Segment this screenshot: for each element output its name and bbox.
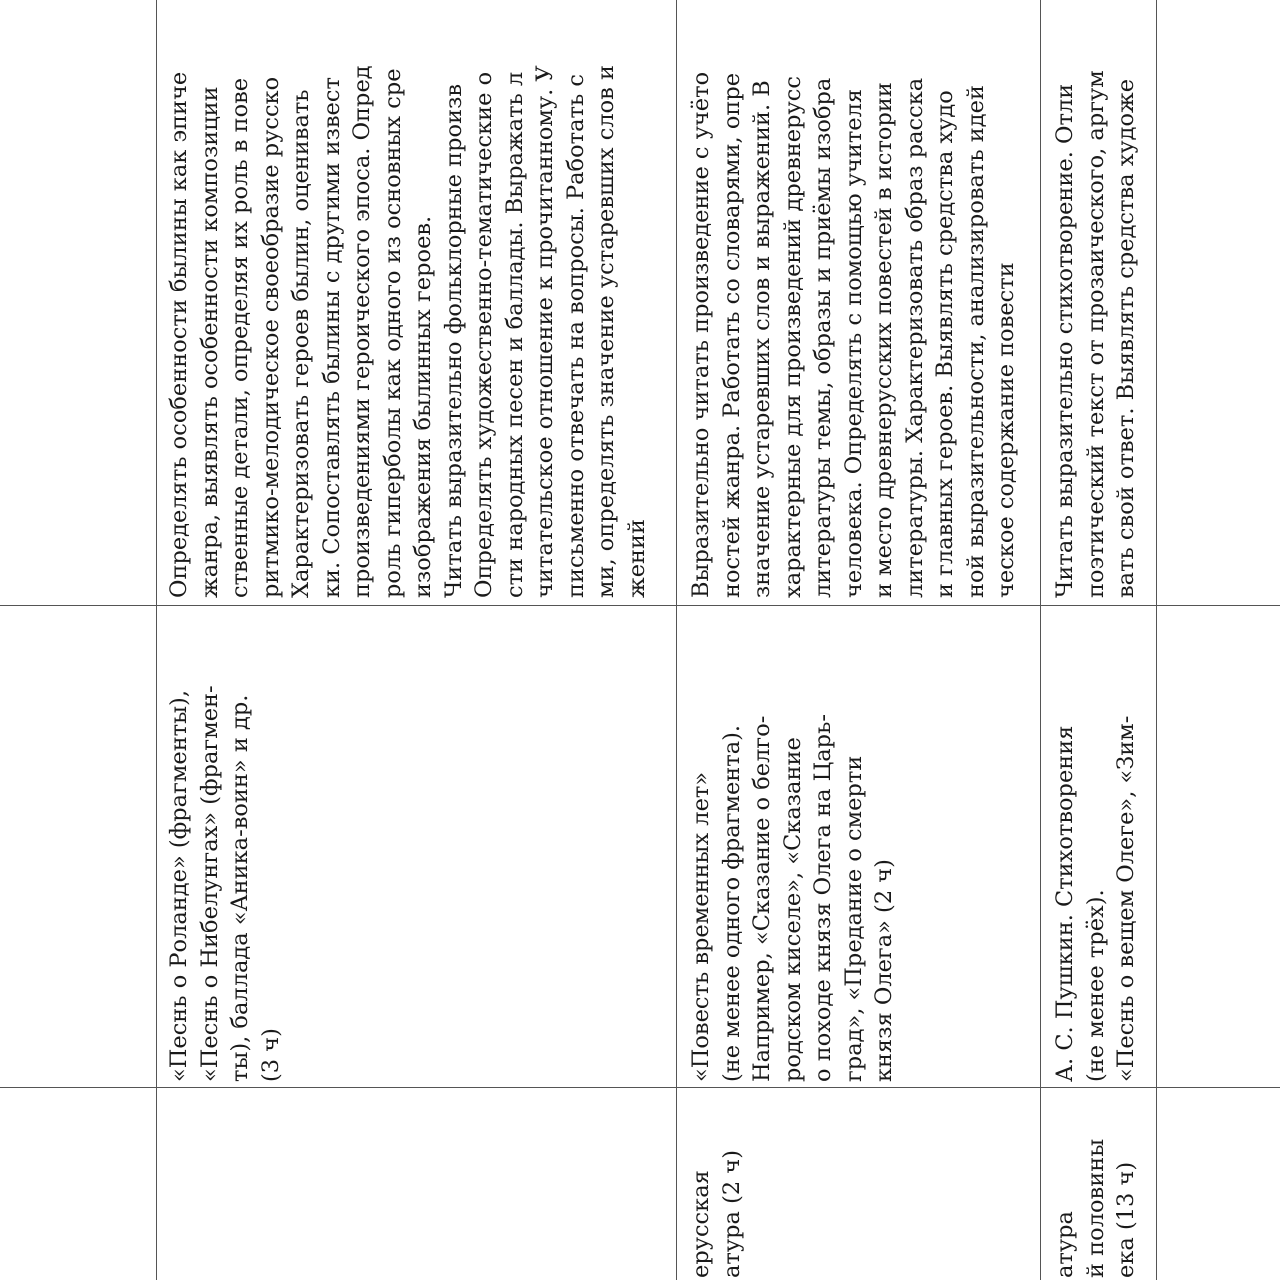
table-border-right — [1156, 0, 1157, 1280]
text-line: ми, определять значение устаревших слов и — [593, 64, 619, 598]
text-line: А. С. Пушкин. Стихотворения — [1052, 725, 1078, 1082]
text-line: и главных героев. Выявлять средства худо — [932, 90, 958, 598]
text-line: (не менее трёх). — [1082, 889, 1109, 1082]
text-line: атура (2 ч) — [718, 1150, 745, 1278]
row2-works-cell — [686, 714, 900, 1082]
row-separator-2 — [1040, 0, 1041, 1280]
text-line: «Песнь о вещем Олеге», «Зим- — [1113, 715, 1139, 1082]
text-line: ки. Сопоставлять былины с другими извест — [318, 77, 345, 598]
text-line: (не менее одного фрагмента). — [718, 724, 745, 1082]
text-line: ека (13 ч) — [1113, 1161, 1139, 1278]
text-line: Определять особенности былины как эпиче — [166, 71, 192, 598]
text-line: ерусская — [688, 1170, 714, 1278]
text-line: град», «Предание о смерти — [840, 755, 867, 1082]
text-line: Читать выразительно фольклорные произв — [440, 83, 467, 598]
text-line: ностей жанра. Работать со словарями, опре — [718, 72, 745, 598]
text-line: о походе князя Олега на Царь- — [810, 714, 836, 1082]
text-line: произведениями героического эпоса. Опред — [349, 65, 375, 598]
text-line: жанра, выявлять особенности композиции — [196, 86, 223, 598]
text-line: письменно отвечать на вопросы. Работать с — [562, 74, 589, 598]
text-line: ственные детали, определяя их роль в пове — [227, 77, 253, 598]
row3-activities-cell — [1050, 70, 1142, 598]
row-separator-1 — [676, 0, 677, 1280]
text-line: Определять художественно-тематические о — [471, 71, 497, 598]
text-line: литературы. Характеризовать образ расска — [901, 77, 928, 598]
text-line: (3 ч) — [257, 1028, 284, 1082]
text-line: человека. Определять с помощью учителя — [840, 88, 867, 598]
text-line: жений — [623, 518, 650, 598]
text-line: Читать выразительно стихотворение. Отли — [1052, 83, 1078, 598]
text-line: ты), баллада «Аника-воин» и др. — [227, 694, 253, 1082]
text-line: характерные для произведений древнерусс — [779, 76, 806, 598]
text-line: атура — [1052, 1211, 1078, 1278]
text-line: «Повесть временных лет» — [688, 771, 714, 1082]
text-line: «Песнь о Нибелунгах» (фрагмен- — [196, 685, 223, 1082]
row2-activities-cell — [686, 72, 1022, 598]
text-line: Например, «Сказание о белго- — [749, 715, 775, 1082]
text-line: родском киселе», «Сказание — [779, 737, 806, 1082]
table-border-left — [156, 0, 157, 1280]
text-line: й половины — [1082, 1138, 1109, 1278]
text-line: «Песнь о Роланде» (фрагменты), — [166, 690, 192, 1082]
text-line: сти народных песен и баллады. Выражать л — [501, 71, 528, 598]
text-line: читательское отношение к прочитанному. У — [532, 65, 558, 598]
text-line: значение устаревших слов и выражений. В — [749, 80, 775, 598]
text-line: роль гиперболы как одного из основных сре — [379, 68, 406, 598]
row2-section-cell — [686, 1150, 747, 1278]
text-line: ритмико-мелодическое своеобразие русско — [257, 76, 284, 598]
text-line: Выразительно читать произведение с учёто — [688, 71, 714, 598]
text-line: поэтический текст от прозаического, аргум — [1082, 70, 1109, 598]
text-line: ческое содержание повести — [993, 262, 1019, 598]
row1-works-cell — [164, 685, 286, 1082]
column-separator-1 — [0, 1087, 1280, 1088]
row3-section-cell — [1050, 1139, 1142, 1278]
text-line: изображения былинных героев. — [410, 215, 436, 598]
text-line: и место древнерусских повестей в истории — [871, 82, 897, 598]
row1-activities-cell — [164, 65, 652, 598]
text-line: вать свой ответ. Выявлять средства художе — [1113, 78, 1139, 598]
text-line: литературы темы, образы и приёмы изобра — [810, 77, 836, 598]
text-line: князя Олега» (2 ч) — [871, 859, 897, 1082]
text-line: ной выразительности, анализировать идей — [962, 85, 989, 598]
row3-works-cell — [1050, 716, 1142, 1082]
column-separator-2 — [0, 605, 1280, 606]
text-line: Характеризовать героев былин, оценивать — [288, 89, 314, 598]
